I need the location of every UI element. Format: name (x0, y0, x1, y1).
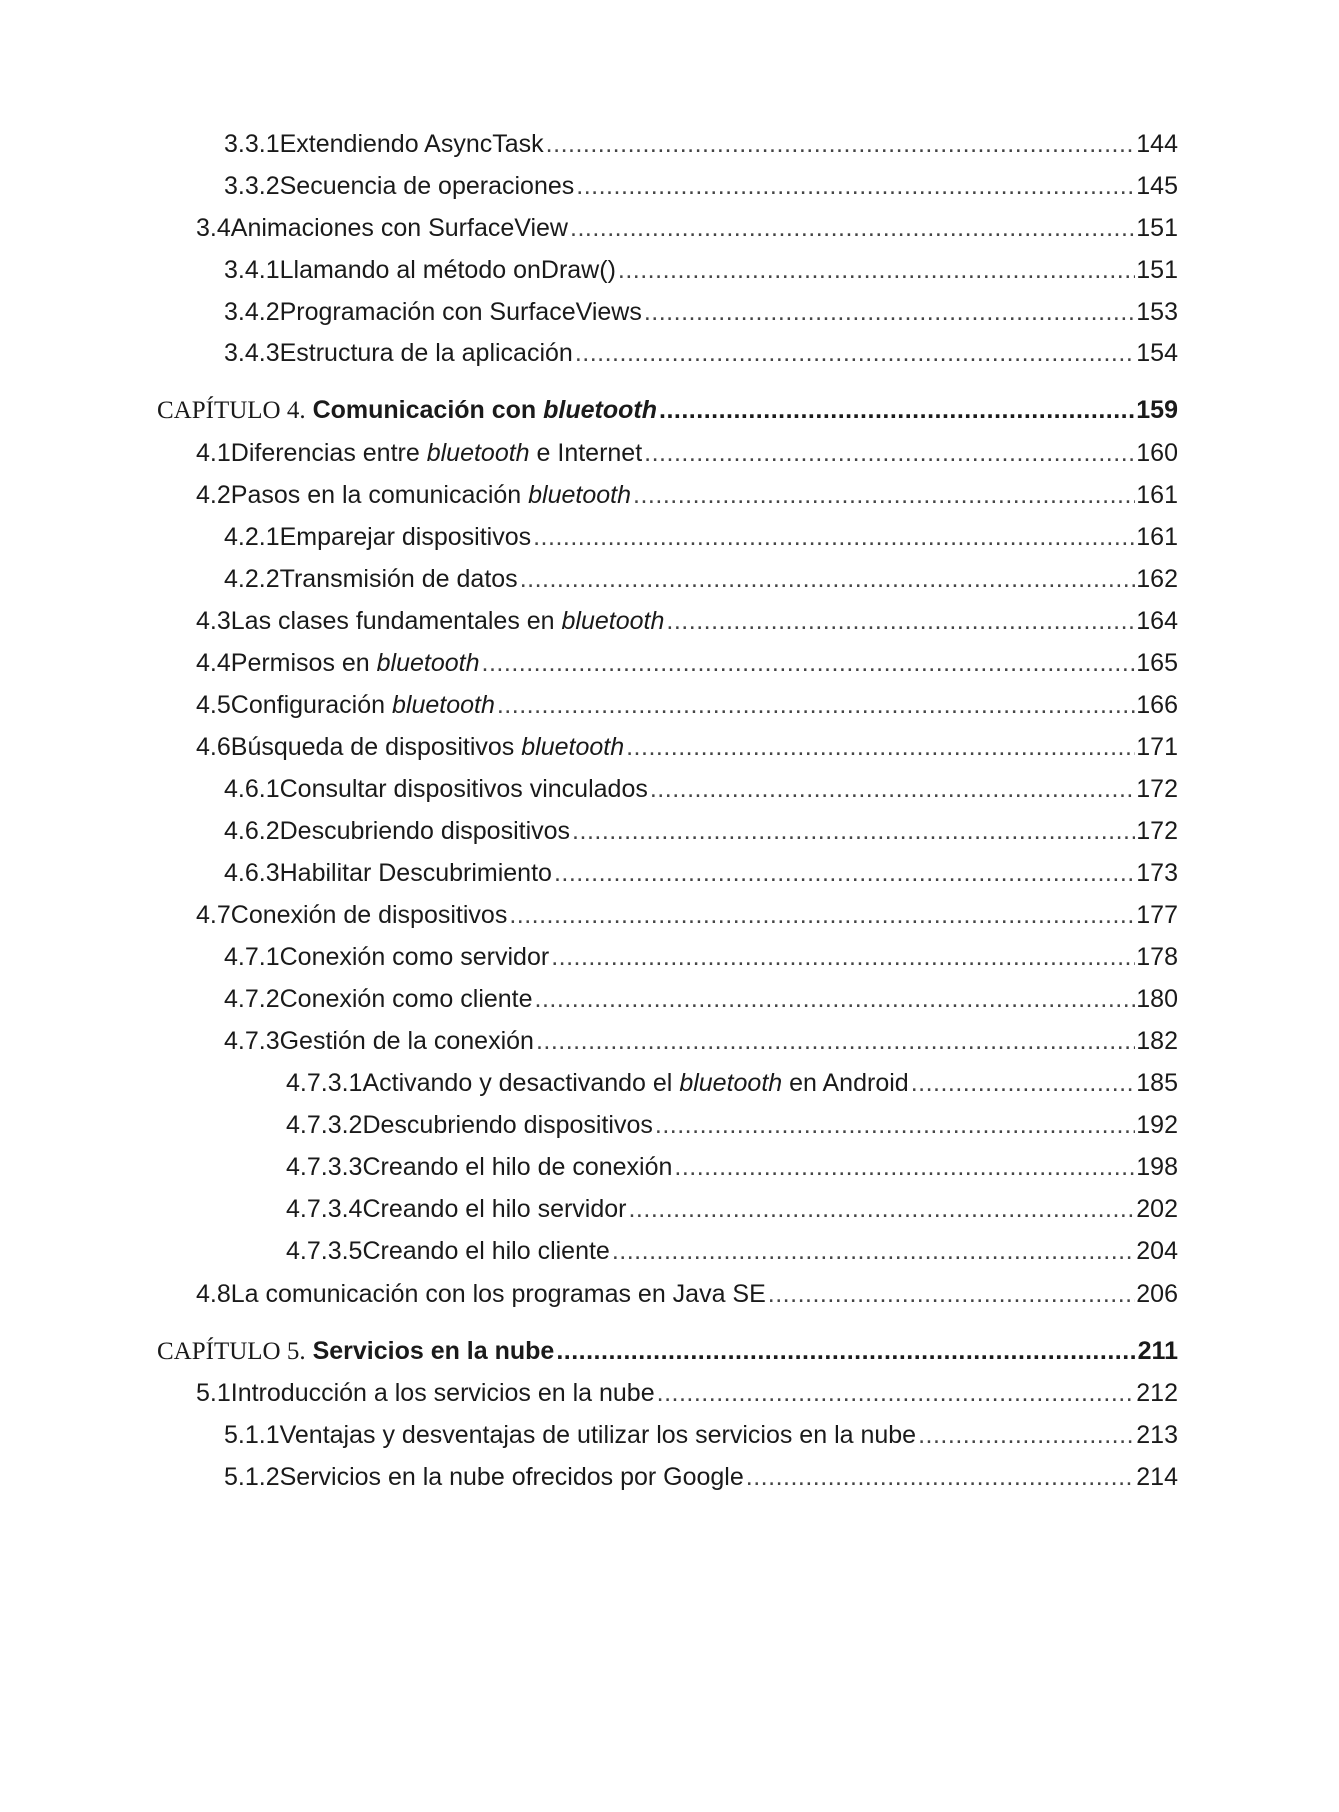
toc-entry[interactable] (196, 647, 1178, 679)
toc-entry[interactable] (224, 563, 1178, 595)
toc-entry-page-number: 173 (1136, 859, 1178, 887)
toc-entry-number: 4.2.1 (224, 523, 280, 551)
toc-entry-title-part: e Internet (529, 439, 643, 467)
toc-entry-page-number: 182 (1136, 1027, 1178, 1055)
dot-leader (659, 394, 1135, 426)
toc-entry-title-part: Búsqueda de dispositivos (230, 733, 522, 761)
dot-leader (533, 521, 1135, 553)
toc-entry-title (280, 128, 544, 160)
toc-entry-number: 5.1.1 (224, 1421, 280, 1449)
toc-entry[interactable] (224, 857, 1178, 889)
toc-entry[interactable] (224, 254, 1178, 286)
toc-entry-title-part: Creando el hilo de conexión (362, 1153, 673, 1181)
toc-entry-title (280, 941, 550, 973)
toc-entry-page-number: 204 (1136, 1237, 1178, 1265)
chapter-label: CAPÍTULO 5. (157, 1338, 306, 1365)
toc-entry-title-part: Creando el hilo servidor (362, 1195, 627, 1223)
toc-entry-page-number: 211 (1137, 1337, 1178, 1365)
toc-entry-title-part: Descubriendo dispositivos (362, 1111, 653, 1139)
toc-entry-title (280, 170, 575, 202)
toc-entry-page-number: 185 (1136, 1069, 1178, 1097)
toc-entry-page-number: 202 (1136, 1195, 1178, 1223)
toc-entry-page-number: 166 (1136, 691, 1178, 719)
dot-leader (655, 1109, 1135, 1141)
toc-entry-number: 4.5 (196, 691, 231, 719)
toc-entry[interactable] (196, 689, 1178, 721)
toc-entry-title (231, 1377, 655, 1409)
toc-entry-number: 4.6.1 (224, 775, 280, 803)
toc-entry-number: 4.1 (196, 439, 231, 467)
toc-entry-title-part: en Android (782, 1069, 909, 1097)
toc-entry-number: 4.3 (196, 607, 231, 635)
dot-leader (633, 479, 1135, 511)
toc-entry-page-number: 198 (1136, 1153, 1178, 1181)
toc-entry-title (280, 254, 616, 286)
toc-entry-page-number: 153 (1136, 298, 1178, 326)
dot-leader (554, 857, 1135, 889)
dot-leader (644, 437, 1135, 469)
toc-entry-title-part: Programación con SurfaceViews (279, 298, 642, 326)
toc-entry-number: 4.7.3 (224, 1027, 280, 1055)
toc-entry[interactable] (224, 773, 1178, 805)
toc-entry[interactable] (196, 212, 1178, 244)
toc-entry-title-part: Configuración (230, 691, 392, 719)
toc-entry-title-part: Conexión como servidor (279, 943, 550, 971)
toc-entry-number: 4.7 (196, 901, 231, 929)
toc-entry-title-part: bluetooth (561, 607, 665, 635)
toc-entry[interactable] (224, 128, 1178, 160)
toc-entry-number: 3.3.1 (224, 130, 280, 158)
toc-entry-title-part: bluetooth (543, 396, 658, 424)
toc-entry-title-part: bluetooth (426, 439, 530, 467)
toc-entry[interactable] (224, 521, 1178, 553)
toc-entry-title-part: La comunicación con los programas en Java SE (230, 1280, 766, 1308)
toc-entry-number: 4.7.3.2 (286, 1111, 363, 1139)
dot-leader (618, 254, 1135, 286)
toc-entry-page-number: 172 (1136, 817, 1178, 845)
dot-leader (644, 296, 1135, 328)
toc-entry[interactable] (224, 337, 1178, 369)
toc-entry-page-number: 177 (1136, 901, 1178, 929)
toc-entry-title-part: Activando y desactivando el (362, 1069, 680, 1097)
toc-chapter-entry[interactable] (157, 1335, 1178, 1368)
toc-entry-title-part: Servicios en la nube ofrecidos por Google (279, 1463, 744, 1491)
toc-entry-number: 4.2 (196, 481, 231, 509)
chapter-label: CAPÍTULO 4. (157, 397, 306, 424)
dot-leader (535, 983, 1136, 1015)
toc-entry-title-part: Secuencia de operaciones (279, 172, 575, 200)
toc-entry[interactable] (224, 983, 1178, 1015)
toc-entry-page-number: 151 (1136, 256, 1178, 284)
toc-entry-title-part: Extendiendo AsyncTask (279, 130, 544, 158)
toc-entry-title-part: Emparejar dispositivos (279, 523, 532, 551)
toc-entry-number: 3.4.2 (224, 298, 280, 326)
toc-entry-number: 4.8 (196, 1280, 231, 1308)
toc-entry[interactable] (196, 437, 1178, 469)
toc-entry-title-part: Conexión como cliente (279, 985, 533, 1013)
toc-entry-title-part: Conexión de dispositivos (230, 901, 508, 929)
dot-leader (918, 1419, 1135, 1451)
dot-leader (576, 170, 1135, 202)
toc-entry-number: 4.7.2 (224, 985, 280, 1013)
toc-entry-number: 4.6.2 (224, 817, 280, 845)
toc-entry[interactable] (286, 1151, 1178, 1183)
dot-leader (746, 1461, 1136, 1493)
toc-entry-title-part: Gestión de la conexión (279, 1027, 534, 1055)
toc-entry-title (362, 1193, 626, 1225)
toc-entry-page-number: 171 (1136, 733, 1178, 761)
toc-entry-title-part: Introducción a los servicios en la nube (230, 1379, 655, 1407)
toc-entry-title (231, 479, 631, 511)
toc-entry-title-part: bluetooth (521, 733, 625, 761)
toc-entry-page-number: 154 (1136, 339, 1178, 367)
toc-entry-title (231, 647, 480, 679)
toc-entry[interactable] (196, 1377, 1178, 1409)
toc-entry-number: 4.7.3.5 (286, 1237, 363, 1265)
toc-entry[interactable] (224, 170, 1178, 202)
toc-entry-title (280, 1025, 534, 1057)
dot-leader (551, 941, 1135, 973)
toc-entry-number: 4.4 (196, 649, 231, 677)
toc-entry-title-part: Animaciones con SurfaceView (230, 214, 568, 242)
toc-entry-title-part: Estructura de la aplicación (279, 339, 573, 367)
dot-leader (612, 1235, 1135, 1267)
toc-entry-title (280, 296, 642, 328)
toc-entry-title (280, 815, 570, 847)
dot-leader (556, 1335, 1136, 1367)
dot-leader (570, 212, 1135, 244)
toc-entry[interactable] (196, 479, 1178, 511)
toc-entry-number: 5.1 (196, 1379, 231, 1407)
toc-entry-title-part: Ventajas y desventajas de utilizar los servicios en la nube (279, 1421, 917, 1449)
toc-entry-title-part: bluetooth (376, 649, 480, 677)
toc-entry-number: 4.6.3 (224, 859, 280, 887)
toc-entry[interactable] (286, 1193, 1178, 1225)
dot-leader (497, 689, 1135, 721)
toc-entry-page-number: 178 (1136, 943, 1178, 971)
toc-entry-page-number: 172 (1136, 775, 1178, 803)
toc-entry-title-part: Las clases fundamentales en (230, 607, 562, 635)
toc-entry-number: 3.4.1 (224, 256, 280, 284)
toc-entry-title-part: bluetooth (528, 481, 632, 509)
toc-entry[interactable] (224, 1461, 1178, 1493)
toc-entry-number: 5.1.2 (224, 1463, 280, 1491)
dot-leader (911, 1067, 1136, 1099)
toc-entry-page-number: 180 (1136, 985, 1178, 1013)
toc-entry-page-number: 145 (1136, 172, 1178, 200)
toc-entry-title-part: Pasos en la comunicación (230, 481, 529, 509)
toc-entry[interactable] (196, 605, 1178, 637)
toc-entry-page-number: 159 (1136, 396, 1178, 424)
toc-entry-title (280, 563, 518, 595)
toc-entry-title (280, 521, 532, 553)
toc-entry-title (362, 1109, 652, 1141)
toc-entry-title (280, 1461, 744, 1493)
toc-entry-number: 4.7.3.3 (286, 1153, 363, 1181)
toc-entry-page-number: 192 (1136, 1111, 1178, 1139)
toc-entry-title (280, 983, 533, 1015)
toc-entry-page-number: 214 (1136, 1463, 1178, 1491)
toc-entry-title (280, 857, 552, 889)
dot-leader (575, 337, 1135, 369)
toc-entry-title-part: Habilitar Descubrimiento (279, 859, 552, 887)
toc-entry-title-part: Permisos en (230, 649, 377, 677)
dot-leader (546, 128, 1136, 160)
toc-entry[interactable] (224, 815, 1178, 847)
toc-entry[interactable] (224, 1025, 1178, 1057)
dot-leader (650, 773, 1135, 805)
toc-entry-page-number: 212 (1136, 1379, 1178, 1407)
toc-entry[interactable] (196, 731, 1178, 763)
toc-entry-title-part: Consultar dispositivos vinculados (279, 775, 648, 803)
toc-entry-title (280, 773, 648, 805)
toc-entry-number: 4.6 (196, 733, 231, 761)
toc-entry-page-number: 161 (1136, 523, 1178, 551)
toc-entry-page-number: 151 (1136, 214, 1178, 242)
toc-entry-title (362, 1235, 609, 1267)
toc-entry[interactable] (224, 1419, 1178, 1451)
toc-entry-title (313, 1335, 555, 1367)
toc-entry-title (280, 1419, 916, 1451)
toc-entry-title (231, 605, 665, 637)
toc-entry-page-number: 161 (1136, 481, 1178, 509)
toc-entry-title-part: bluetooth (391, 691, 495, 719)
toc-entry-title (231, 731, 624, 763)
toc-entry-number: 3.3.2 (224, 172, 280, 200)
toc-entry-page-number: 165 (1136, 649, 1178, 677)
toc-entry-title-part: Llamando al método onDraw() (279, 256, 616, 284)
toc-entry[interactable] (196, 1278, 1178, 1310)
toc-entry-number: 3.4 (196, 214, 231, 242)
toc-entry-title-part: bluetooth (679, 1069, 783, 1097)
dot-leader (626, 731, 1135, 763)
toc-entry-title (362, 1151, 672, 1183)
toc-entry-title (231, 212, 568, 244)
toc-entry-page-number: 144 (1136, 130, 1178, 158)
toc-entry[interactable] (286, 1235, 1178, 1267)
toc-entry[interactable] (286, 1109, 1178, 1141)
dot-leader (657, 1377, 1136, 1409)
toc-entry-number: 4.7.1 (224, 943, 280, 971)
toc-entry-page-number: 160 (1136, 439, 1178, 467)
toc-chapter-entry[interactable] (157, 394, 1178, 427)
toc-entry-page-number: 164 (1136, 607, 1178, 635)
toc-entry-number: 3.4.3 (224, 339, 280, 367)
toc-entry[interactable] (224, 296, 1178, 328)
dot-leader (666, 605, 1135, 637)
toc-entry-number: 4.2.2 (224, 565, 280, 593)
toc-entry[interactable] (286, 1067, 1178, 1099)
dot-leader (572, 815, 1135, 847)
toc-entry-title-part: Descubriendo dispositivos (279, 817, 571, 845)
toc-entry-title (231, 437, 642, 469)
toc-entry-title (280, 337, 573, 369)
dot-leader (674, 1151, 1135, 1183)
toc-entry-page-number: 206 (1136, 1280, 1178, 1308)
toc-entry-page-number: 213 (1136, 1421, 1178, 1449)
dot-leader (509, 899, 1135, 931)
toc-entry-title-part: Creando el hilo cliente (362, 1237, 610, 1265)
dot-leader (536, 1025, 1135, 1057)
toc-entry-number: 4.7.3.4 (286, 1195, 363, 1223)
toc-entry-title-part: Servicios en la nube (312, 1337, 555, 1365)
toc-entry-title-part: Transmisión de datos (279, 565, 518, 593)
toc-entry-title (231, 1278, 766, 1310)
toc-entry-title-part: Diferencias entre (230, 439, 427, 467)
toc-entry-title (231, 689, 495, 721)
toc-entry-title (231, 899, 508, 931)
toc-entry-number: 4.7.3.1 (286, 1069, 363, 1097)
dot-leader (628, 1193, 1135, 1225)
dot-leader (520, 563, 1136, 595)
dot-leader (768, 1278, 1136, 1310)
dot-leader (482, 647, 1136, 679)
toc-entry[interactable] (224, 941, 1178, 973)
toc-entry-page-number: 162 (1136, 565, 1178, 593)
toc-entry-title (362, 1067, 908, 1099)
toc-entry-title (313, 394, 657, 426)
toc-entry[interactable] (196, 899, 1178, 931)
toc-entry-title-part: Comunicación con (312, 396, 544, 424)
